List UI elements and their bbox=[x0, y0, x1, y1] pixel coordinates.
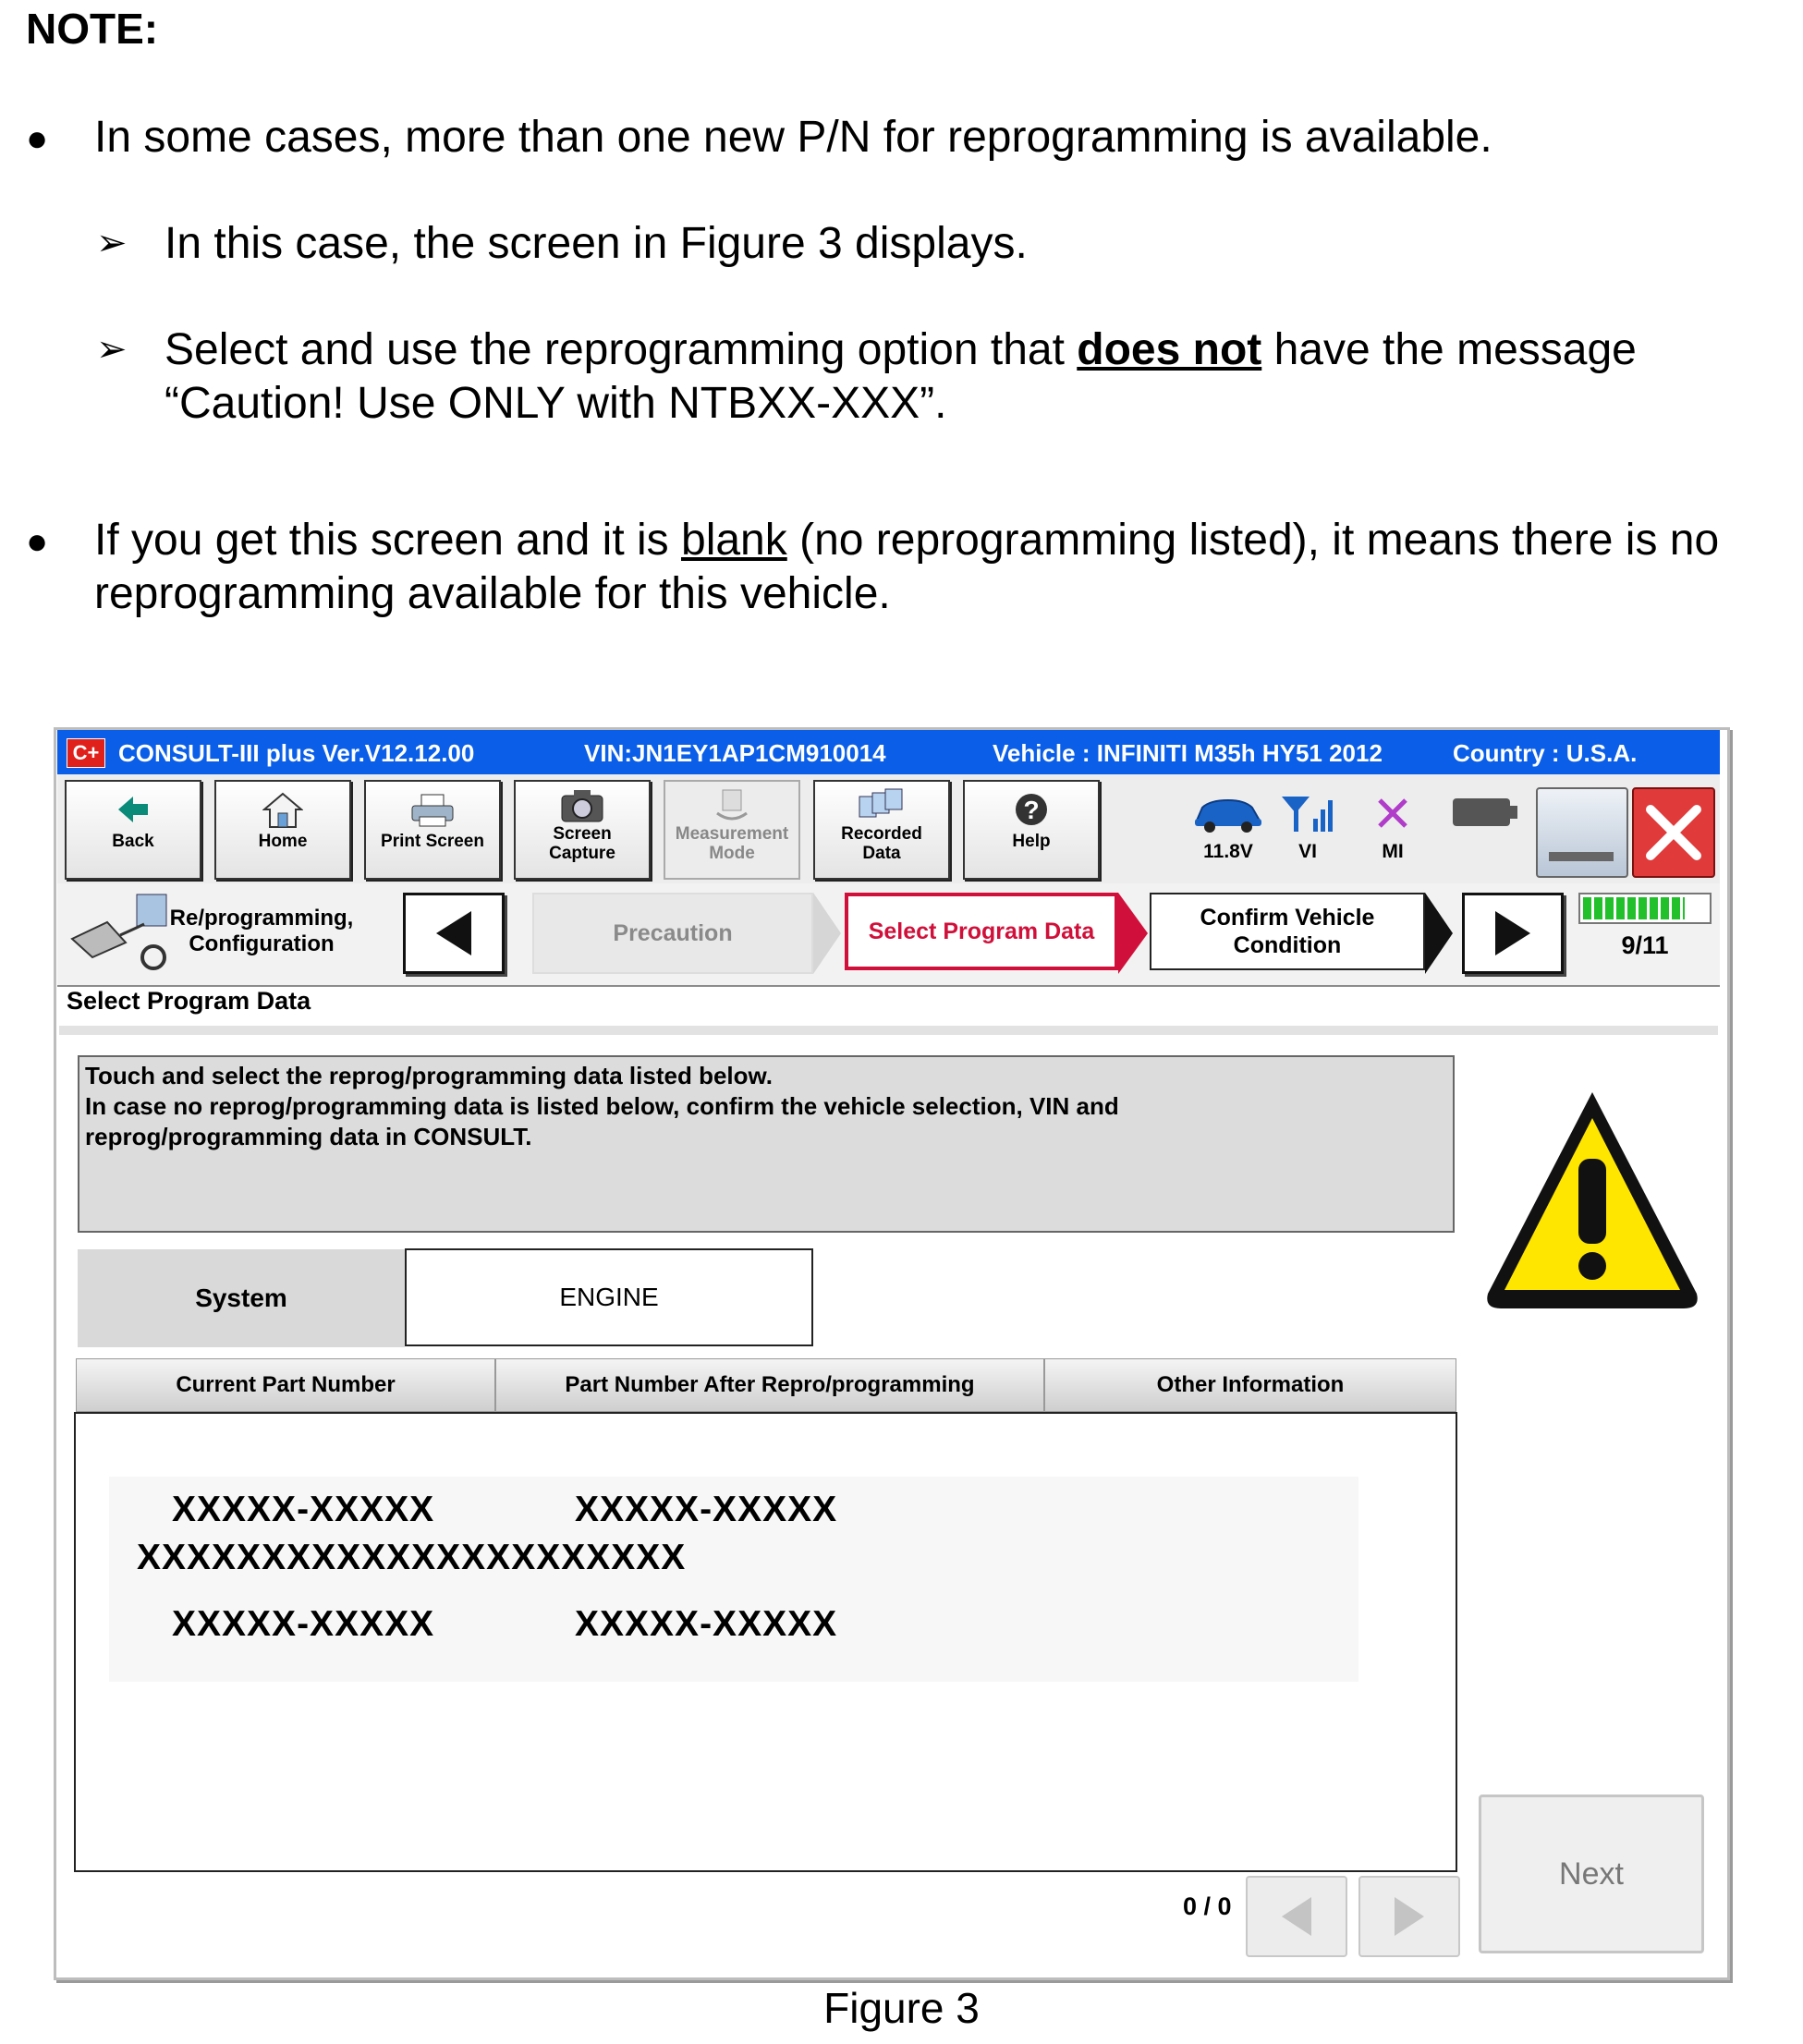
page-title: Select Program Data bbox=[67, 987, 311, 1015]
page-counter: 0 / 0 bbox=[1183, 1892, 1232, 1920]
progress-text: 9/11 bbox=[1621, 931, 1669, 959]
arrow-bullet-icon: ➢ bbox=[96, 223, 128, 263]
note-bullet-2-line2: reprogramming available for this vehicle. bbox=[94, 569, 891, 618]
disconnected-x-icon bbox=[1360, 793, 1425, 841]
battery-indicator bbox=[1444, 793, 1527, 841]
instruction-message: Touch and select the reprog/programming data listed below. In case no reprog/programming data is listed below, confirm the vehicle selection, VIN and reprog/programming data in CONSULT. bbox=[78, 1055, 1455, 1233]
measurement-icon bbox=[665, 787, 798, 824]
close-button[interactable] bbox=[1632, 787, 1715, 878]
step-divider-arrow bbox=[813, 893, 841, 979]
emphasis-does-not: does not bbox=[1077, 325, 1262, 374]
page-prev-button[interactable] bbox=[1246, 1876, 1347, 1957]
next-step-button[interactable] bbox=[1462, 893, 1564, 974]
measurement-mode-button[interactable]: Measurement Mode bbox=[664, 780, 800, 880]
progress-fill bbox=[1583, 897, 1685, 919]
signal-icon bbox=[1275, 793, 1340, 841]
next-button[interactable]: Next bbox=[1479, 1795, 1704, 1953]
battery-voltage-status: 11.8V bbox=[1187, 793, 1270, 863]
row-caution-message: XXXXXXXXXXXXXXXXXXXXXX bbox=[137, 1538, 687, 1577]
note-bullet-1: In some cases, more than one new P/N for reprogramming is available. bbox=[94, 113, 1492, 162]
row2-part-number-after: XXXXX-XXXXX bbox=[575, 1604, 838, 1644]
app-titlebar bbox=[57, 730, 1720, 774]
page-next-button[interactable] bbox=[1358, 1876, 1460, 1957]
step-divider-arrow bbox=[1425, 893, 1453, 979]
figure-caption: Figure 3 bbox=[823, 1984, 980, 2032]
back-button[interactable]: Back bbox=[65, 780, 201, 880]
note-sub-1: In this case, the screen in Figure 3 displays. bbox=[164, 219, 1028, 268]
recorded-data-icon bbox=[815, 787, 948, 824]
help-button[interactable]: ? Help bbox=[963, 780, 1100, 880]
right-arrow-icon bbox=[1391, 1893, 1428, 1940]
note-title: NOTE: bbox=[26, 5, 159, 53]
mi-status: MI bbox=[1360, 793, 1425, 863]
note-bullet-2: If you get this screen and it is blank (no reprogramming listed), it means there is no bbox=[94, 516, 1720, 565]
home-button[interactable]: Home bbox=[214, 780, 351, 880]
consult-logo: C+ bbox=[67, 738, 105, 768]
warning-icon bbox=[1479, 1081, 1706, 1326]
print-screen-button[interactable]: Print Screen bbox=[364, 780, 501, 880]
screen-capture-button[interactable]: Screen Capture bbox=[514, 780, 651, 880]
vin-label: VIN:JN1EY1AP1CM910014 bbox=[584, 739, 886, 767]
battery-icon bbox=[1444, 793, 1527, 841]
system-label: System bbox=[78, 1249, 405, 1347]
toolbar bbox=[57, 774, 1720, 885]
prev-step-button[interactable] bbox=[403, 893, 505, 974]
app-title: CONSULT-III plus Ver.V12.12.00 bbox=[118, 739, 475, 767]
arrow-bullet-icon: ➢ bbox=[96, 329, 128, 370]
printer-icon bbox=[366, 791, 499, 832]
left-arrow-icon bbox=[1278, 1893, 1315, 1940]
back-arrow-icon bbox=[67, 791, 200, 832]
note-sub-2-line2: “Caution! Use ONLY with NTBXX-XXX”. bbox=[164, 379, 947, 428]
right-arrow-icon bbox=[1492, 907, 1534, 959]
bullet-dot: ● bbox=[26, 118, 49, 159]
header-other-information: Other Information bbox=[1044, 1358, 1456, 1412]
row1-part-number-after: XXXXX-XXXXX bbox=[575, 1490, 838, 1529]
help-icon bbox=[965, 791, 1098, 832]
country-label: Country : U.S.A. bbox=[1453, 739, 1638, 767]
minimize-button[interactable] bbox=[1536, 787, 1628, 878]
home-icon bbox=[216, 791, 349, 832]
vehicle-label: Vehicle : INFINITI M35h HY51 2012 bbox=[993, 739, 1383, 767]
note-sub-2: Select and use the reprogramming option that does not have the message bbox=[164, 325, 1637, 374]
reprog-config-icon bbox=[65, 891, 176, 976]
step-confirm-vehicle-condition[interactable]: Confirm Vehicle Condition bbox=[1150, 893, 1425, 970]
header-current-part-number: Current Part Number bbox=[76, 1358, 495, 1412]
emphasis-blank: blank bbox=[681, 516, 787, 565]
step-select-program-data[interactable]: Select Program Data bbox=[845, 893, 1118, 970]
row2-current-part-number: XXXXX-XXXXX bbox=[172, 1604, 435, 1644]
vi-status: VI bbox=[1275, 793, 1340, 863]
header-part-number-after: Part Number After Repro/programming bbox=[495, 1358, 1044, 1412]
svg-text:?: ? bbox=[1023, 796, 1040, 824]
recorded-data-button[interactable]: Recorded Data bbox=[813, 780, 950, 880]
row1-current-part-number: XXXXX-XXXXX bbox=[172, 1490, 435, 1529]
minimize-icon bbox=[1549, 852, 1614, 861]
bullet-dot: ● bbox=[26, 521, 49, 562]
step-precaution[interactable]: Precaution bbox=[532, 893, 813, 974]
reprog-config-label: Re/programming, Configuration bbox=[169, 906, 354, 956]
close-icon bbox=[1641, 800, 1706, 865]
divider bbox=[59, 1026, 1718, 1035]
system-value: ENGINE bbox=[405, 1248, 813, 1346]
car-icon bbox=[1187, 793, 1270, 841]
progress-bar bbox=[1578, 893, 1712, 924]
left-arrow-icon bbox=[432, 907, 475, 959]
current-step-arrow bbox=[1118, 893, 1148, 979]
camera-icon bbox=[516, 787, 649, 824]
workflow-navbar bbox=[57, 883, 1720, 987]
